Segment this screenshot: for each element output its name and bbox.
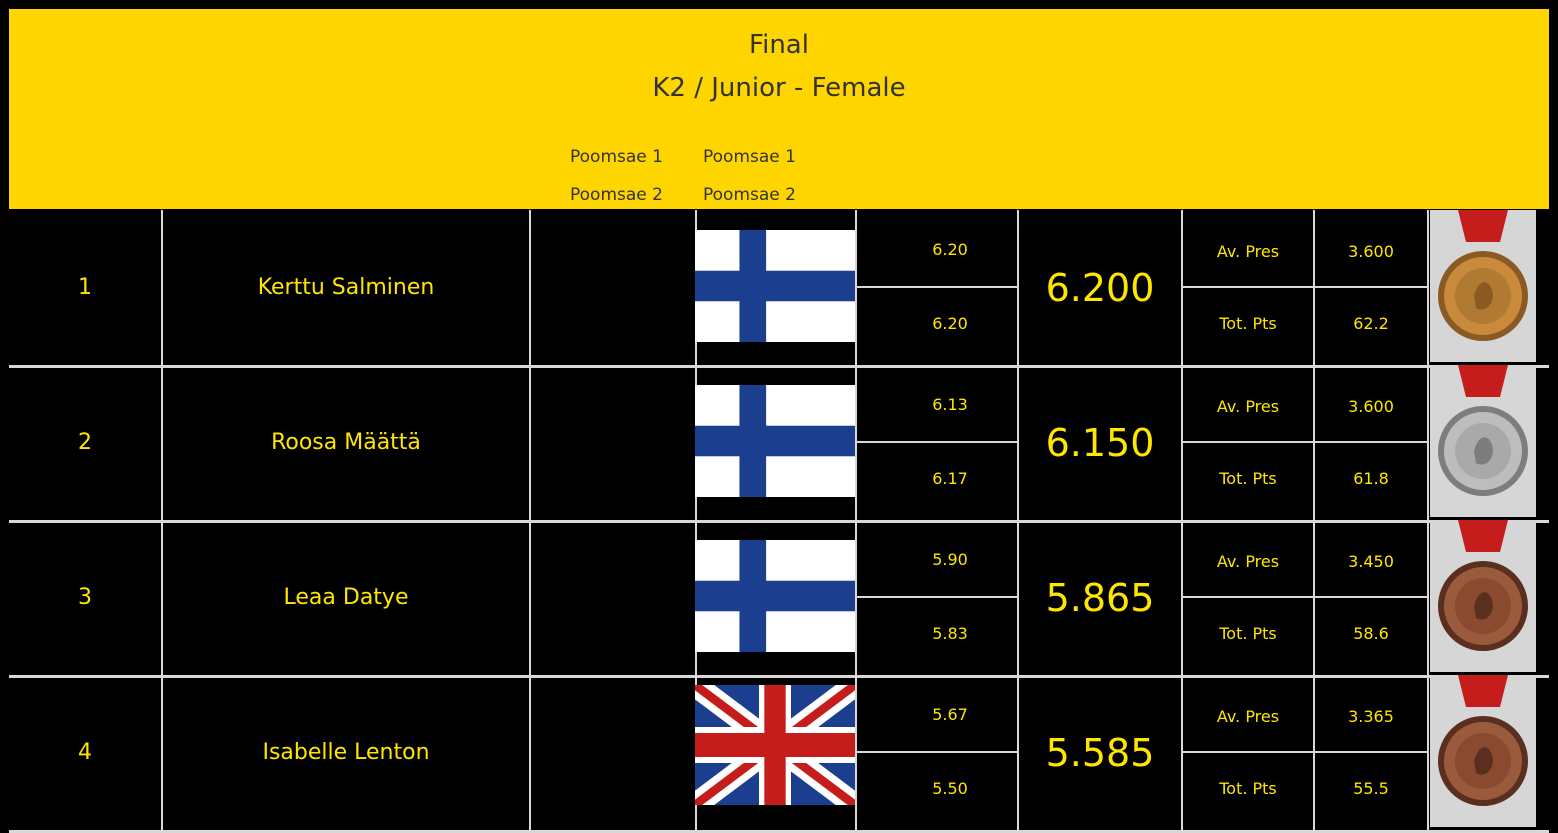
score-poomsae-2: 6.17 [932,469,968,488]
value-tot-pts: 62.2 [1353,314,1389,333]
label-av-pres: Av. Pres [1216,552,1280,571]
label-av-pres: Av. Pres [1216,707,1280,726]
value-av-pres: 3.600 [1348,242,1394,261]
label-av-pres: Av. Pres [1216,397,1280,416]
event-title: Final [749,30,809,60]
results-header [9,9,1549,209]
value-tot-pts: 61.8 [1353,469,1389,488]
score-poomsae-1: 6.20 [932,240,968,259]
value-tot-pts: 58.6 [1353,624,1389,643]
label-tot-pts: Tot. Pts [1219,624,1277,643]
column-label-poomsae-2: Poomsae 2 [570,185,663,205]
label-tot-pts: Tot. Pts [1219,314,1277,333]
event-subtitle: K2 / Junior - Female [652,73,906,103]
score-poomsae-2: 6.20 [932,314,968,333]
results-row [9,520,1549,678]
bronze-medal-icon [1430,520,1536,672]
results-table [9,210,1549,805]
silver-medal-icon [1430,365,1536,517]
final-score: 6.150 [1045,420,1155,465]
score-poomsae-2: 5.83 [932,624,968,643]
athlete-name: Kerttu Salminen [257,275,435,300]
final-score: 5.585 [1045,730,1155,775]
athlete-name: Leaa Datye [283,585,409,610]
column-label-poomsae-1: Poomsae 1 [570,147,663,167]
athlete-name: Isabelle Lenton [262,740,430,765]
final-score: 6.200 [1045,265,1155,310]
rank: 3 [78,585,92,610]
column-label-poomsae-1-b: Poomsae 1 [703,147,796,167]
finland-flag-icon [695,385,855,497]
rank: 1 [78,275,92,300]
rank: 4 [78,740,92,765]
athlete-name: Roosa Määttä [271,430,421,455]
gold-medal-icon [1430,210,1536,362]
score-poomsae-1: 5.90 [932,550,968,569]
results-row [9,210,1549,368]
value-tot-pts: 55.5 [1353,779,1389,798]
results-row [9,365,1549,523]
label-tot-pts: Tot. Pts [1219,779,1277,798]
bronze-medal-icon [1430,675,1536,827]
score-poomsae-2: 5.50 [932,779,968,798]
value-av-pres: 3.365 [1348,707,1394,726]
rank: 2 [78,430,92,455]
label-av-pres: Av. Pres [1216,242,1280,261]
value-av-pres: 3.450 [1348,552,1394,571]
column-label-poomsae-2-b: Poomsae 2 [703,185,796,205]
final-score: 5.865 [1045,575,1155,620]
score-poomsae-1: 5.67 [932,705,968,724]
united-kingdom-flag-icon [695,685,855,805]
value-av-pres: 3.600 [1348,397,1394,416]
label-tot-pts: Tot. Pts [1219,469,1277,488]
score-poomsae-1: 6.13 [932,395,968,414]
finland-flag-icon [695,540,855,652]
results-row [9,675,1549,833]
finland-flag-icon [695,230,855,342]
